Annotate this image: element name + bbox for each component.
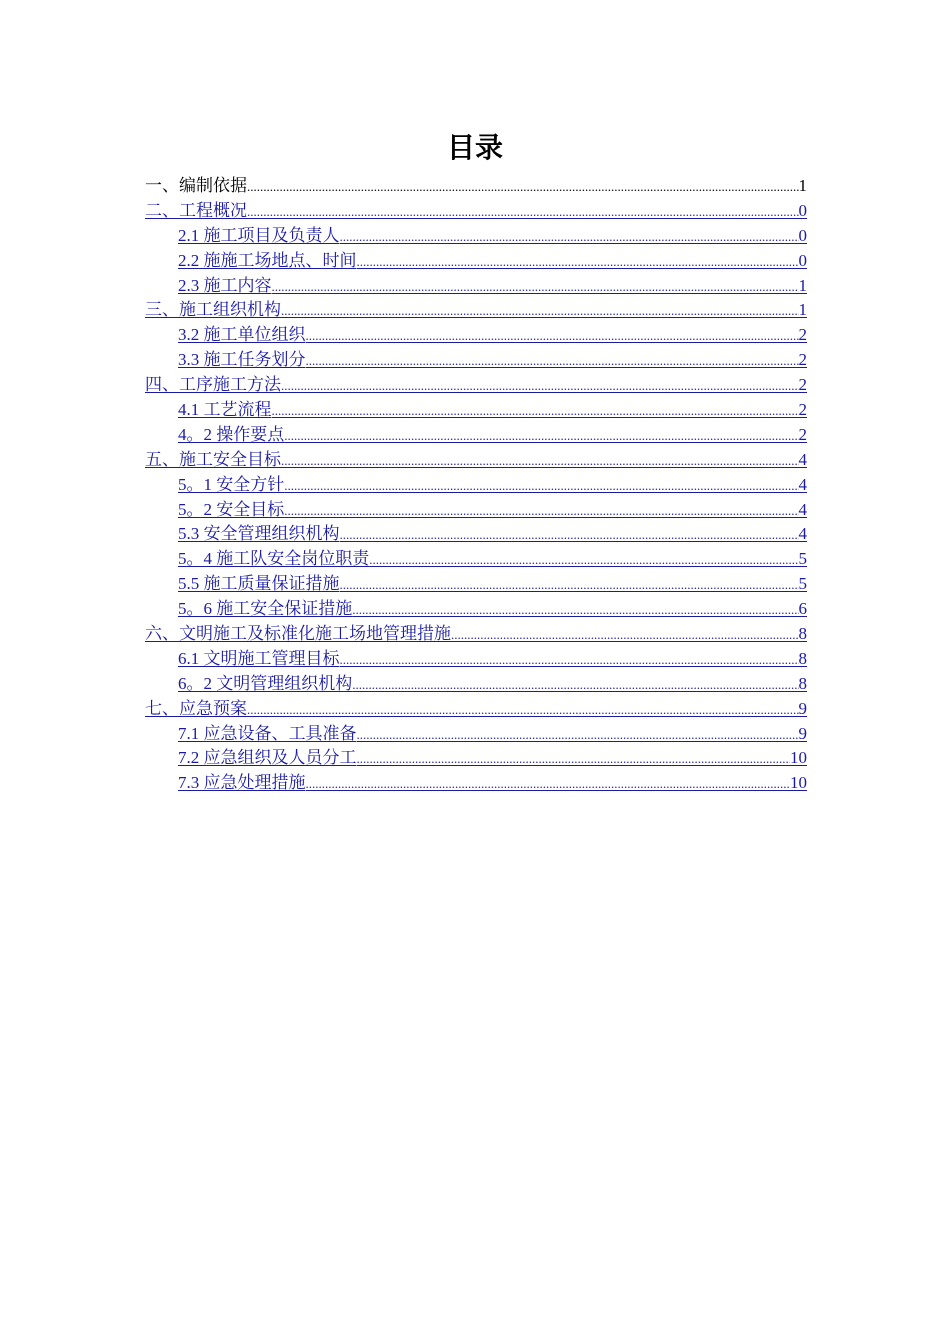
toc-dot-leader — [284, 424, 798, 448]
toc-entry-title: 5。6 施工安全保证措施 — [178, 599, 353, 619]
toc-entry[interactable] — [145, 224, 807, 249]
toc-entry-page-number: 6 — [798, 599, 807, 619]
toc-entry-title: 二、工程概况 — [145, 200, 247, 220]
toc-entry-title: 5。4 施工队安全岗位职责 — [178, 549, 370, 569]
toc-entry-title: 6.1 文明施工管理目标 — [178, 648, 340, 668]
toc-entry-title: 5。2 安全目标 — [178, 499, 285, 519]
toc-entry[interactable] — [145, 274, 807, 299]
toc-dot-leader — [306, 324, 799, 348]
toc-entry[interactable] — [145, 746, 807, 771]
toc-dot-leader — [306, 772, 791, 796]
toc-dot-leader — [340, 648, 799, 672]
toc-entry[interactable] — [145, 298, 807, 323]
toc-entry-title: 7.1 应急设备、工具准备 — [178, 723, 357, 743]
toc-entry-page-number: 0 — [798, 250, 807, 270]
toc-entry[interactable] — [145, 199, 807, 224]
toc-entry[interactable] — [145, 323, 807, 348]
toc-entry-page-number: 9 — [798, 698, 807, 718]
toc-dot-leader — [247, 200, 799, 224]
toc-entry-page-number: 2 — [798, 424, 807, 444]
toc-dot-leader — [340, 573, 799, 597]
toc-entry[interactable] — [145, 348, 807, 373]
toc-dot-leader — [272, 399, 799, 423]
toc-entry[interactable] — [145, 448, 807, 473]
toc-entry-page-number: 5 — [798, 574, 807, 594]
toc-entry-title: 2.2 施施工场地点、时间 — [178, 250, 357, 270]
toc-entry-title: 2.3 施工内容 — [178, 275, 272, 295]
toc-entry-title: 3.2 施工单位组织 — [178, 325, 306, 345]
toc-dot-leader — [357, 723, 799, 747]
toc-entry[interactable] — [145, 249, 807, 274]
toc-entry[interactable] — [145, 722, 807, 747]
toc-entry[interactable] — [145, 498, 807, 523]
toc-dot-leader — [247, 698, 799, 722]
toc-entry-page-number: 8 — [798, 648, 807, 668]
toc-entry-title: 4。2 操作要点 — [178, 424, 285, 444]
toc-entry[interactable] — [145, 771, 807, 796]
toc-entry[interactable] — [145, 423, 807, 448]
toc-entry-title: 7.3 应急处理措施 — [178, 773, 306, 793]
toc-entry-page-number: 1 — [798, 300, 807, 320]
toc-entry-page-number: 8 — [798, 624, 807, 644]
toc-entry[interactable] — [145, 522, 807, 547]
toc-dot-leader — [284, 474, 798, 498]
toc-entry[interactable] — [145, 373, 807, 398]
toc-dot-leader — [306, 349, 799, 373]
toc-entry-page-number: 4 — [798, 474, 807, 494]
toc-dot-leader — [281, 299, 799, 323]
toc-entry[interactable] — [145, 473, 807, 498]
toc-dot-leader — [369, 548, 798, 572]
toc-dot-leader — [451, 623, 799, 647]
toc-entry[interactable] — [145, 597, 807, 622]
toc-entry-page-number: 9 — [798, 723, 807, 743]
toc-entry-page-number: 1 — [798, 275, 807, 295]
toc-entry-title: 七、应急预案 — [145, 698, 247, 718]
toc-dot-leader — [357, 747, 791, 771]
toc-entry-page-number: 1 — [798, 176, 807, 195]
toc-dot-leader — [247, 175, 799, 199]
toc-entry-title: 5.3 安全管理组织机构 — [178, 524, 340, 544]
toc-entry-page-number: 10 — [790, 748, 807, 768]
toc-entry-page-number: 5 — [798, 549, 807, 569]
toc-entry-title: 三、施工组织机构 — [145, 300, 281, 320]
toc-dot-leader — [284, 499, 798, 523]
toc-entry-title: 四、工序施工方法 — [145, 375, 281, 395]
toc-dot-leader — [352, 673, 798, 697]
toc-entry-page-number: 0 — [798, 200, 807, 220]
toc-entry-page-number: 2 — [798, 325, 807, 345]
toc-entry-page-number: 4 — [798, 449, 807, 469]
toc-entry[interactable] — [145, 622, 807, 647]
toc-entry-title: 五、施工安全目标 — [145, 449, 281, 469]
toc-entry-title: 3.3 施工任务划分 — [178, 350, 306, 370]
toc-entry-page-number: 2 — [798, 400, 807, 420]
toc-entry-page-number: 0 — [798, 225, 807, 245]
toc-entry-title: 6。2 文明管理组织机构 — [178, 673, 353, 693]
toc-dot-leader — [281, 449, 799, 473]
toc-entry-title: 一、编制依据 — [145, 176, 247, 195]
toc-title: 目录 — [446, 131, 503, 164]
toc-entry-title: 2.1 施工项目及负责人 — [178, 225, 340, 245]
toc-entry-page-number: 4 — [798, 499, 807, 519]
toc-entry-page-number: 2 — [798, 375, 807, 395]
toc-entry — [145, 174, 807, 199]
table-of-contents — [145, 174, 807, 796]
toc-dot-leader — [340, 523, 799, 547]
toc-entry-page-number: 10 — [790, 773, 807, 793]
toc-entry[interactable] — [145, 398, 807, 423]
toc-dot-leader — [340, 225, 799, 249]
toc-entry-page-number: 4 — [798, 524, 807, 544]
toc-entry-page-number: 2 — [798, 350, 807, 370]
toc-dot-leader — [281, 374, 799, 398]
toc-entry-title: 5.5 施工质量保证措施 — [178, 574, 340, 594]
toc-entry[interactable] — [145, 572, 807, 597]
toc-entry[interactable] — [145, 697, 807, 722]
toc-entry-page-number: 8 — [798, 673, 807, 693]
toc-dot-leader — [357, 250, 799, 274]
toc-entry-title: 7.2 应急组织及人员分工 — [178, 748, 357, 768]
toc-entry-title: 六、文明施工及标准化施工场地管理措施 — [145, 624, 451, 644]
toc-entry-title: 4.1 工艺流程 — [178, 400, 272, 420]
toc-entry[interactable] — [145, 672, 807, 697]
toc-dot-leader — [352, 598, 798, 622]
toc-entry-title: 5。1 安全方针 — [178, 474, 285, 494]
toc-entry[interactable] — [145, 547, 807, 572]
toc-entry[interactable] — [145, 647, 807, 672]
toc-dot-leader — [272, 275, 799, 299]
